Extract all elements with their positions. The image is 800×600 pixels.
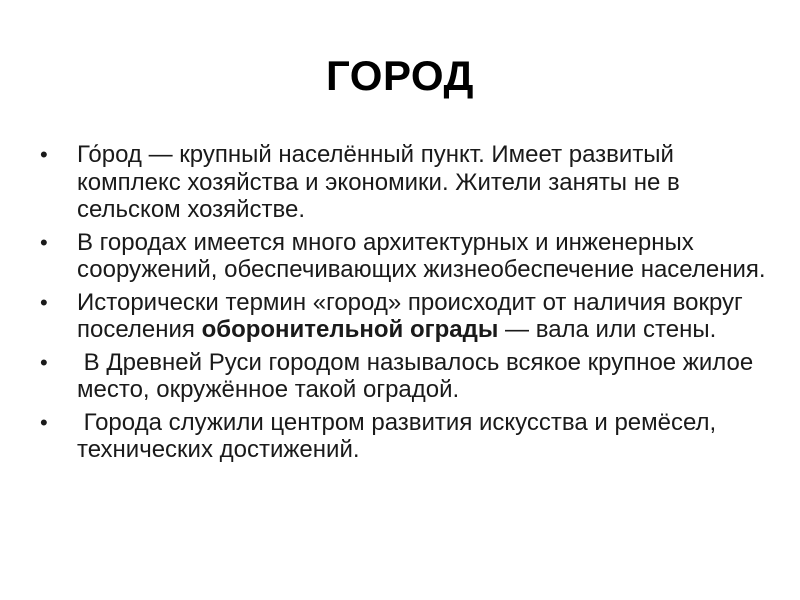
bullet-item bbox=[40, 349, 770, 404]
slide-title: ГОРОД bbox=[326, 52, 474, 99]
bullet-marker: • bbox=[40, 229, 48, 255]
bullet-text: Города служили центром развития искусства и ремёсел, технических достижений. bbox=[77, 408, 723, 463]
bullet-text: Го́род — крупный населённый пункт. Имеет развитый комплекс хозяйства и экономики. Жители заняты не в сельском хозяйстве. bbox=[77, 141, 680, 223]
bullet-marker: • bbox=[40, 349, 48, 375]
bullet-text: В городах имеется много архитектурных и инженерных сооружений, обеспечивающих жизнеобеспечение населения. bbox=[77, 228, 766, 283]
bullet-item bbox=[40, 289, 770, 344]
bullet-text: — вала или стены. bbox=[498, 316, 717, 343]
bullet-item bbox=[40, 229, 770, 284]
bullet-marker: • bbox=[40, 289, 48, 315]
bullet-marker: • bbox=[40, 409, 48, 435]
bullet-marker: • bbox=[40, 142, 48, 167]
bullet-item bbox=[40, 409, 770, 464]
bullet-text: Исторически термин «город» происходит от наличия вокруг поселения bbox=[77, 288, 743, 343]
bullet-list bbox=[40, 141, 770, 469]
bullet-item bbox=[40, 141, 770, 224]
bullet-text: В Древней Руси городом называлось всякое крупное жилое место, окружённое такой оградой. bbox=[77, 348, 760, 403]
bold-term: оборонительной ограды bbox=[201, 316, 499, 343]
